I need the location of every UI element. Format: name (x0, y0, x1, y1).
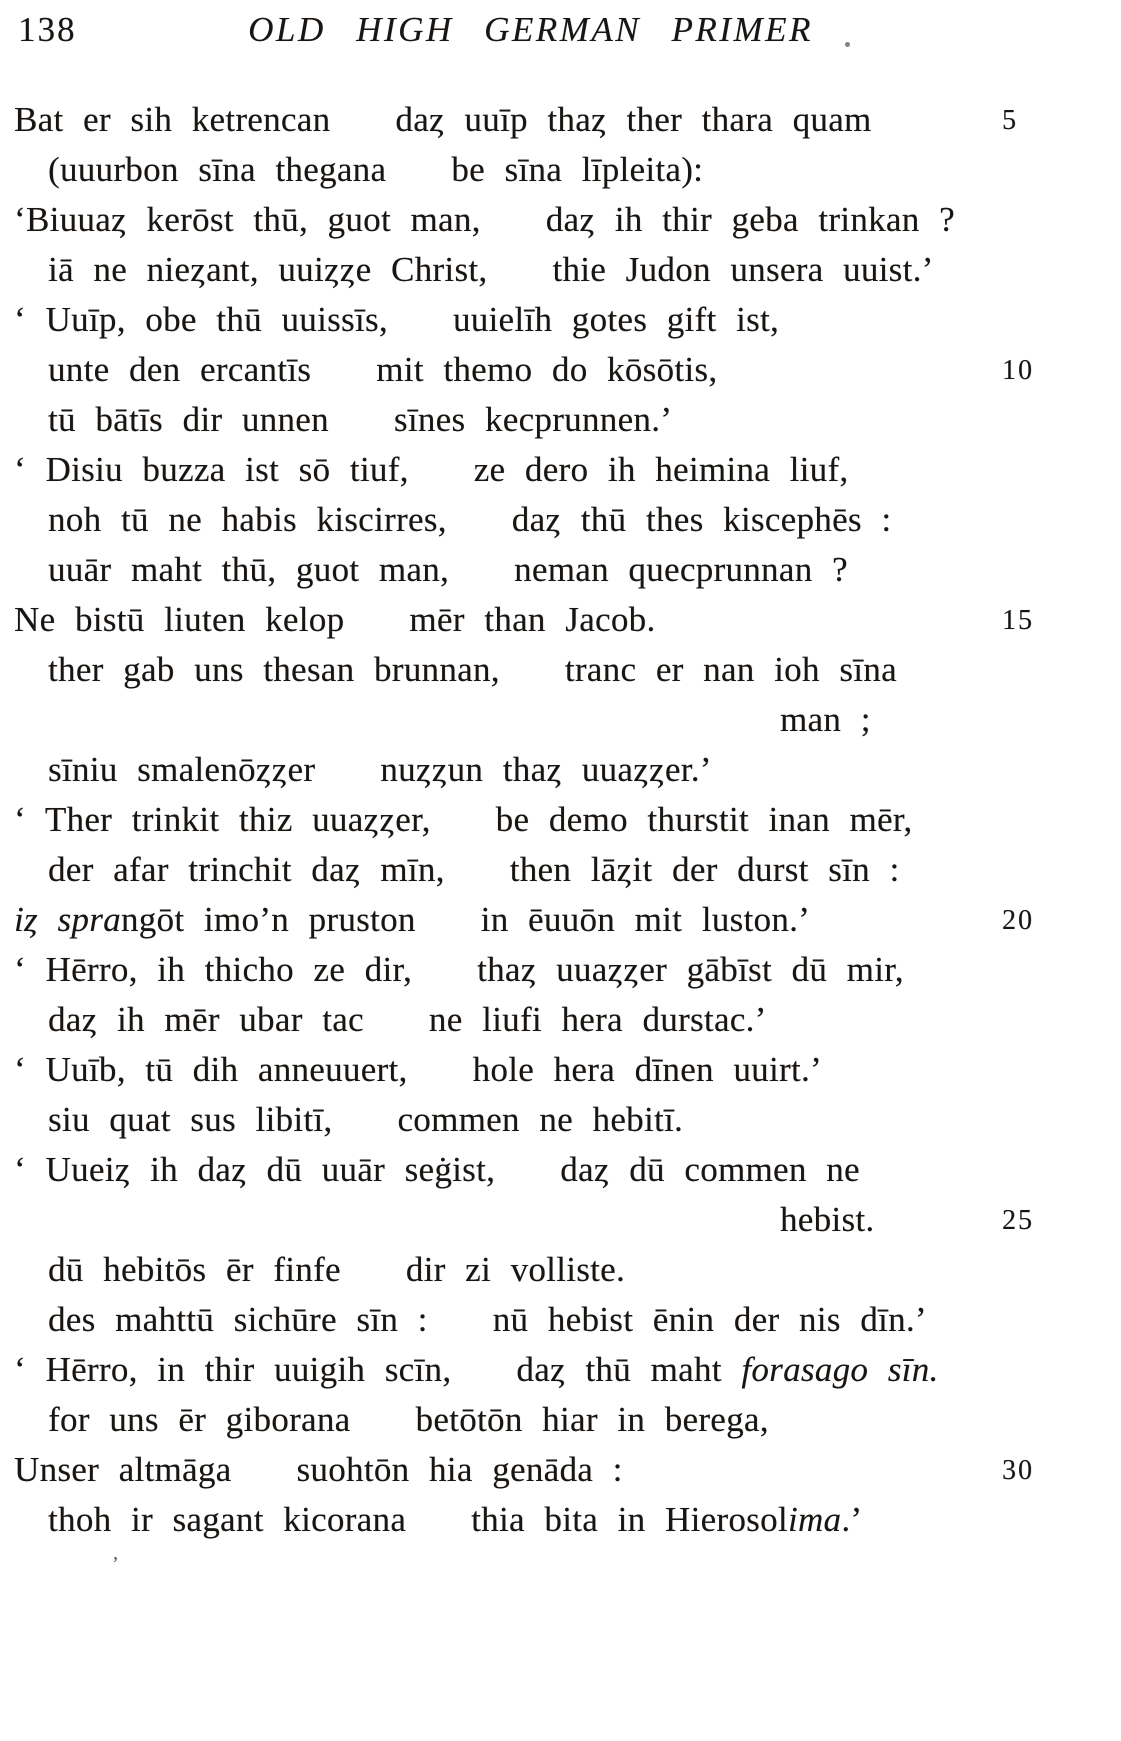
hemistich (48, 500, 447, 539)
verse-text: siu quat sus libitī, (48, 1100, 333, 1139)
hemistich (297, 1450, 623, 1489)
verse-text: neman quecprunnan ? (514, 550, 848, 589)
verse-text: tū bātīs dir unnen (48, 400, 329, 439)
page-number: 138 (18, 10, 77, 49)
ink-dot (845, 42, 850, 47)
verse-line (0, 695, 1121, 745)
hemistich (560, 1150, 860, 1189)
hemistich (395, 100, 871, 139)
verse-text: hebist. (780, 1200, 875, 1239)
verse-text: ‘ Hērro, in thir uuigih scīn, (14, 1350, 452, 1389)
verse-line (0, 595, 1121, 645)
verse-text: nū hebist ēnin der nis dīn.’ (492, 1300, 927, 1339)
hemistich (48, 1000, 364, 1039)
verse-text: tranc er nan ioh sīna (564, 650, 897, 689)
verse-text: Unser altmāga (14, 1450, 232, 1489)
verse-text: mit themo do kōsōtis, (376, 350, 718, 389)
verse-text: be sīna līpleita): (451, 150, 704, 189)
verse-line (0, 895, 1121, 945)
hemistich (397, 1100, 683, 1139)
verse-line (0, 845, 1121, 895)
verse-text: daȥ thū thes kiscephēs : (511, 500, 892, 539)
verse-text: ngōt imo’n pruston (120, 900, 416, 939)
hemistich (14, 100, 330, 139)
hemistich (14, 1350, 451, 1389)
verse-line (0, 295, 1121, 345)
hemistich (48, 250, 487, 289)
verse-text: Ne bistū liuten kelop (14, 600, 345, 639)
verse-text: ‘ Uueiȥ ih daȥ dū uuār seġist, (14, 1150, 496, 1189)
verse-line (0, 145, 1121, 195)
hemistich (473, 1050, 822, 1089)
verse-text: ‘ Hērro, ih thicho ze dir, (14, 950, 413, 989)
verse-line (0, 1195, 1121, 1245)
hemistich (565, 650, 897, 689)
verse-line (0, 95, 1121, 145)
verse-text: man ; (780, 700, 871, 739)
verse-text: uuār maht thū, guot man, (48, 550, 450, 589)
hemistich (496, 800, 913, 839)
verse-line (0, 745, 1121, 795)
verse-text: (uuurbon sīna thegana (48, 150, 387, 189)
hemistich (14, 1050, 408, 1089)
verse-line (0, 545, 1121, 595)
verse-text: hole hera dīnen uuirt.’ (472, 1050, 822, 1089)
verse-line (0, 645, 1121, 695)
hemistich (493, 1300, 927, 1339)
verse-line (0, 1345, 1121, 1395)
verse-text: in ēuuōn mit luston.’ (480, 900, 811, 939)
verse-text: dū hebitōs ēr finfe (48, 1250, 341, 1289)
hemistich (380, 750, 711, 789)
verse-line (0, 395, 1121, 445)
hemistich (48, 350, 311, 389)
verse-text: thoh ir sagant kicorana (48, 1500, 407, 1539)
hemistich (546, 200, 955, 239)
hemistich (48, 1100, 332, 1139)
hemistich (14, 900, 416, 939)
verse-text: thia bita in Hierosol (471, 1500, 788, 1539)
hemistich (471, 1500, 862, 1539)
verse-line (0, 245, 1121, 295)
verse-text: ‘ Uuīb, tū dih anneuuert, (14, 1050, 408, 1089)
hemistich (48, 1300, 428, 1339)
verse-line (0, 1395, 1121, 1445)
hemistich (14, 800, 431, 839)
verse-text: daȥ ih thir geba trinkan ? (545, 200, 955, 239)
verse-text: daȥ thū maht (516, 1350, 742, 1389)
verse-text: Bat er sih ketrencan (14, 100, 331, 139)
hemistich (516, 1350, 938, 1389)
verse-text: ‘ Uuīp, obe thū uuissīs, (14, 300, 388, 339)
hemistich (48, 550, 449, 589)
verse-line (0, 1145, 1121, 1195)
verse-text: thie Judon unsera uuist.’ (552, 250, 934, 289)
hemistich (14, 950, 412, 989)
hemistich (14, 200, 481, 239)
verse-text: dir zi volliste. (405, 1250, 626, 1289)
hemistich (48, 650, 500, 689)
italic-text: iȥ spra (14, 900, 121, 939)
verse-text: daȥ dū commen ne (560, 1150, 860, 1189)
verse-line (0, 195, 1121, 245)
italic-text: ima (787, 1500, 842, 1539)
hemistich (14, 1150, 495, 1189)
verse-text: des mahttū sichūre sīn : (48, 1300, 428, 1339)
running-title: OLD HIGH GERMAN PRIMER (248, 10, 813, 49)
verse-line (0, 445, 1121, 495)
verse-text: betōtōn hiar in berega, (415, 1400, 769, 1439)
hemistich (510, 850, 900, 889)
hemistich (409, 600, 655, 639)
verse-text: nuȥȥun thaȥ uuaȥȥer.’ (380, 750, 712, 789)
line-number: 30 (1002, 1455, 1034, 1486)
line-number: 20 (1002, 905, 1034, 936)
italic-text: forasago sīn. (741, 1350, 939, 1389)
hemistich (48, 400, 329, 439)
hemistich (14, 1450, 232, 1489)
hemistich (48, 850, 445, 889)
hemistich (481, 900, 810, 939)
verse-text: for uns ēr giborana (48, 1400, 351, 1439)
verse-text: iā ne nieȥant, uuiȥȥe Christ, (48, 250, 488, 289)
verse-text: .’ (841, 1500, 863, 1539)
poem-text (0, 95, 1121, 1545)
hemistich (780, 700, 871, 739)
line-number: 5 (1002, 105, 1018, 136)
verse-text: mēr than Jacob. (409, 600, 656, 639)
verse-text: unte den ercantīs (48, 350, 312, 389)
hemistich (48, 1400, 351, 1439)
verse-line (0, 495, 1121, 545)
verse-line (0, 995, 1121, 1045)
hemistich (429, 1000, 767, 1039)
verse-line (0, 345, 1121, 395)
verse-line (0, 1045, 1121, 1095)
verse-line (0, 1495, 1121, 1545)
verse-text: be demo thurstit inan mēr, (495, 800, 913, 839)
verse-text: sīniu smalenōȥȥer (48, 750, 316, 789)
verse-line (0, 1245, 1121, 1295)
verse-text: commen ne hebitī. (397, 1100, 684, 1139)
verse-text: suohtōn hia genāda : (296, 1450, 623, 1489)
verse-text: der afar trinchit daȥ mīn, (48, 850, 445, 889)
verse-line (0, 1295, 1121, 1345)
verse-text: noh tū ne habis kiscirres, (48, 500, 447, 539)
verse-text: ‘Biuuaȥ kerōst thū, guot man, (14, 200, 481, 239)
ink-speck: ‚ (112, 1542, 119, 1564)
verse-text: uuielīh gotes gift ist, (452, 300, 780, 339)
hemistich (14, 450, 409, 489)
hemistich (376, 350, 717, 389)
hemistich (394, 400, 672, 439)
verse-text: ther gab uns thesan brunnan, (48, 650, 500, 689)
hemistich (14, 600, 344, 639)
page-header (0, 8, 1121, 52)
hemistich (48, 1250, 341, 1289)
verse-text: thaȥ uuaȥȥer gābīst dū mir, (477, 950, 904, 989)
verse-text: sīnes kecprunnen.’ (393, 400, 673, 439)
hemistich (451, 150, 703, 189)
verse-text: daȥ uuīp thaȥ ther thara quam (395, 100, 872, 139)
verse-text: then lāȥit der durst sīn : (509, 850, 900, 889)
line-number: 10 (1002, 355, 1034, 386)
hemistich (406, 1250, 625, 1289)
hemistich (48, 150, 386, 189)
hemistich (48, 1500, 406, 1539)
line-number: 15 (1002, 605, 1034, 636)
verse-text: ze dero ih heimina liuf, (473, 450, 849, 489)
line-number: 25 (1002, 1205, 1034, 1236)
hemistich (48, 750, 315, 789)
hemistich (453, 300, 779, 339)
hemistich (552, 250, 933, 289)
hemistich (512, 500, 892, 539)
hemistich (514, 550, 848, 589)
hemistich (780, 1200, 874, 1239)
hemistich (14, 300, 388, 339)
verse-text: ‘ Ther trinkit thiz uuaȥȥer, (14, 800, 431, 839)
verse-line (0, 1095, 1121, 1145)
hemistich (474, 450, 849, 489)
verse-line (0, 945, 1121, 995)
verse-text: daȥ ih mēr ubar tac (48, 1000, 364, 1039)
verse-line (0, 1445, 1121, 1495)
hemistich (416, 1400, 769, 1439)
verse-text: ne liufi hera durstac.’ (428, 1000, 767, 1039)
verse-line (0, 795, 1121, 845)
verse-text: ‘ Disiu buzza ist sō tiuf, (14, 450, 409, 489)
hemistich (477, 950, 904, 989)
